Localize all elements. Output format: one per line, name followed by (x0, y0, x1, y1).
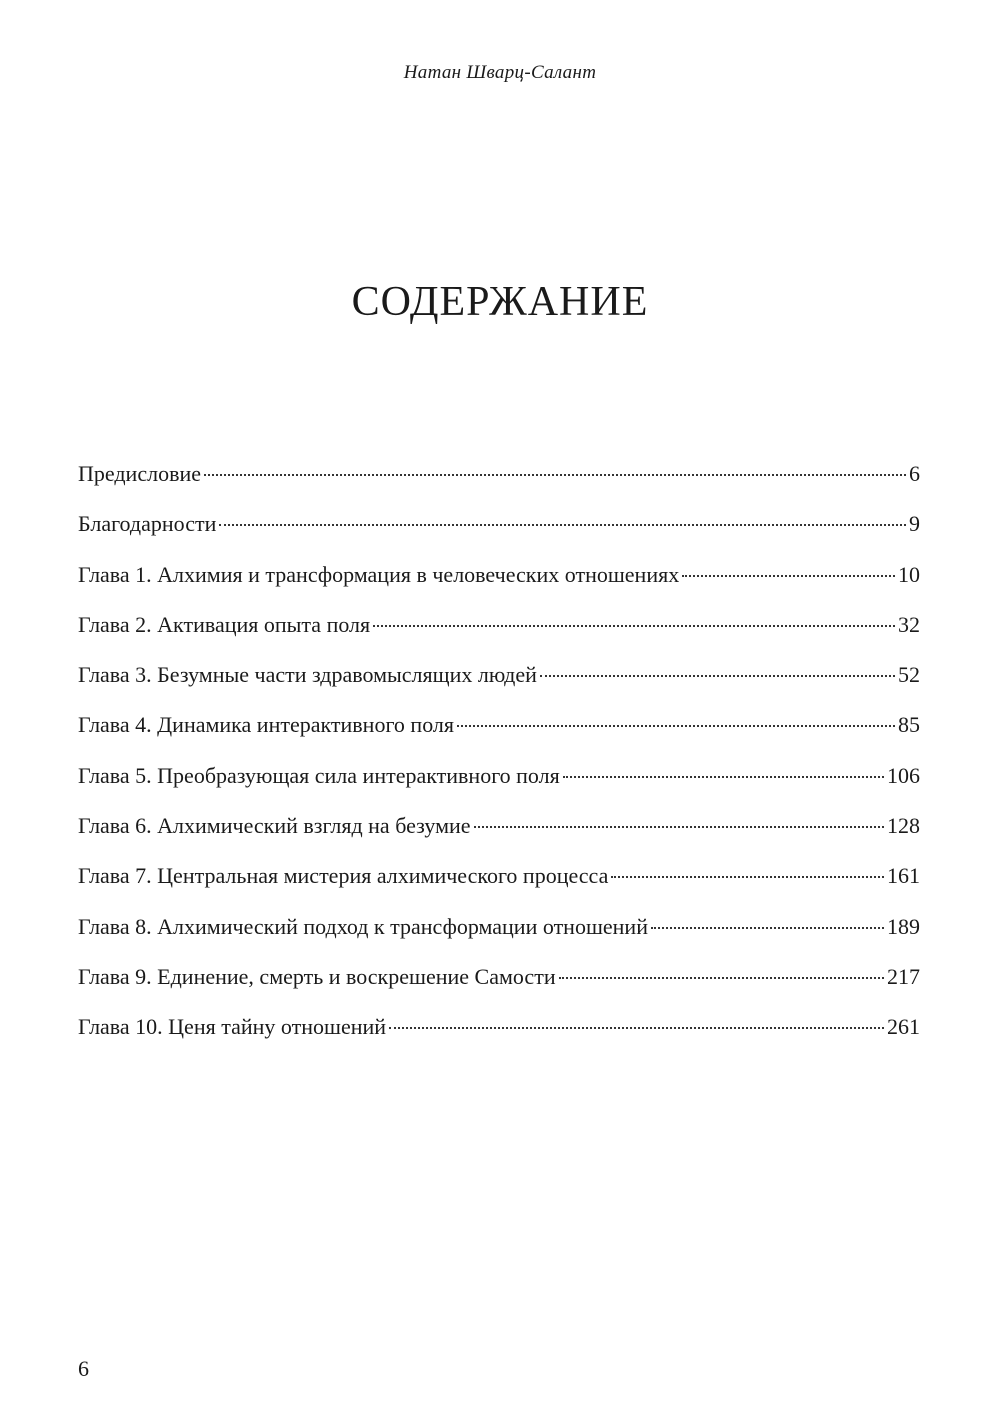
toc-page-number: 85 (898, 712, 920, 738)
toc-page-number: 6 (909, 461, 920, 486)
toc-entry-chapter-4[interactable] (78, 707, 920, 757)
toc-page-number: 261 (887, 1014, 920, 1040)
toc-entry-title: Глава 8. Алхимический подход к трансформации отношений (78, 913, 648, 939)
toc-entry-title: Глава 2. Активация опыта поля (78, 611, 371, 637)
toc-page-number: 217 (887, 963, 920, 989)
running-header: Натан Шварц-Салант (403, 62, 597, 83)
toc-entry-title: Глава 9. Единение, смерть и воскрешение Самости (78, 963, 556, 989)
toc-page-number: 32 (898, 611, 920, 637)
toc-entry-title: Предисловие (78, 461, 201, 486)
toc-page-number: 9 (909, 511, 920, 537)
toc-entry-acknowledgements[interactable] (78, 506, 920, 556)
toc-entry-title: Глава 10. Ценя тайну отношений (78, 1014, 387, 1040)
toc-page-number: 128 (887, 813, 920, 839)
toc-entry-title: Благодарности (78, 511, 217, 537)
toc-entry-title: Глава 7. Центральная мистерия алхимического процесса (78, 863, 609, 889)
dot-leader (651, 926, 884, 929)
page-number: 6 (78, 1356, 89, 1381)
toc-page-number: 161 (887, 863, 920, 889)
dot-leader (373, 624, 895, 627)
toc-entry-preface[interactable] (78, 456, 920, 506)
toc-entry-chapter-8[interactable] (78, 909, 920, 959)
toc-entry-chapter-5[interactable] (78, 758, 920, 808)
dot-leader (559, 976, 884, 979)
toc-page-number: 52 (898, 662, 920, 688)
dot-leader (457, 724, 895, 727)
dot-leader (563, 775, 884, 778)
toc-entry-title: Глава 6. Алхимический взгляд на безумие (78, 813, 471, 839)
dot-leader (204, 473, 906, 476)
dot-leader (389, 1026, 884, 1029)
table-of-contents (78, 456, 920, 1060)
toc-page-number: 10 (898, 561, 920, 587)
toc-entry-title: Глава 3. Безумные части здравомыслящих людей (78, 662, 537, 688)
dot-leader (219, 523, 906, 526)
toc-entry-title: Глава 5. Преобразующая сила интерактивного поля (78, 762, 560, 788)
dot-leader (611, 875, 884, 878)
toc-entry-chapter-3[interactable] (78, 657, 920, 707)
toc-entry-title: Глава 4. Динамика интерактивного поля (78, 712, 454, 738)
page-title: СОДЕРЖАНИЕ (351, 279, 649, 325)
dot-leader (682, 574, 895, 577)
dot-leader (474, 825, 884, 828)
dot-leader (540, 674, 895, 677)
toc-entry-title: Глава 1. Алхимия и трансформация в человеческих отношениях (78, 561, 680, 587)
toc-entry-chapter-2[interactable] (78, 607, 920, 657)
toc-entry-chapter-10[interactable] (78, 1009, 920, 1059)
toc-page-number: 106 (887, 762, 920, 788)
toc-entry-chapter-1[interactable] (78, 557, 920, 607)
toc-entry-chapter-7[interactable] (78, 858, 920, 908)
toc-page-number: 189 (887, 913, 920, 939)
toc-entry-chapter-6[interactable] (78, 808, 920, 858)
toc-entry-chapter-9[interactable] (78, 959, 920, 1009)
